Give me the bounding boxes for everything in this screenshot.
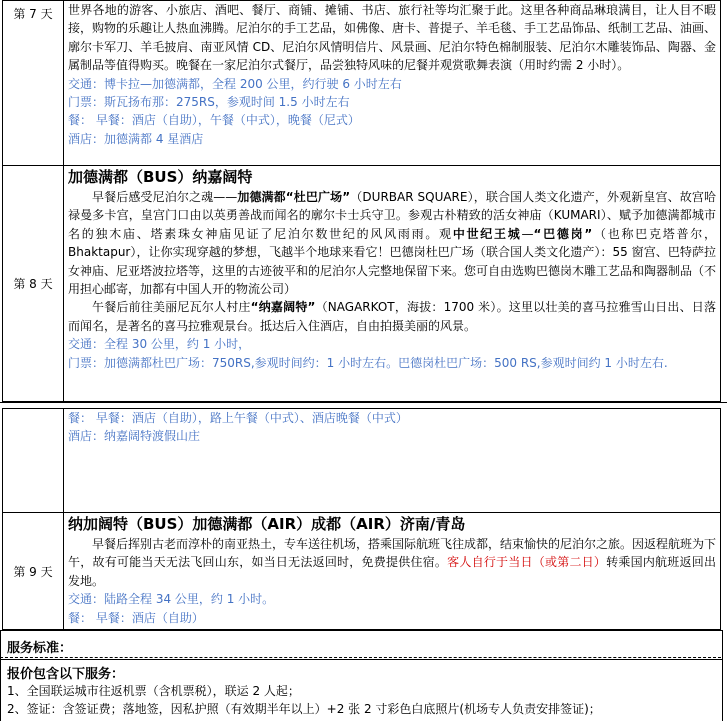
day-9-transport: 交通：陆路全程 34 公里，约 1 小时。	[68, 592, 275, 607]
service-standard-title: 服务标准：	[7, 641, 73, 656]
day-8-hotel: 酒店：纳嘉阔特渡假山庄	[68, 429, 201, 444]
day-8-meal: 餐： 早餐：酒店（自助），路上午餐（中式）、酒店晚餐（中式）	[68, 411, 408, 425]
day-7-description: 世界各地的游客、小旅店、酒吧、餐厅、商铺、摊铺、书店、旅行社等均汇聚于此。这里各种商品琳琅满目，让人目不暇接，购物的乐趣让人热血沸腾。尼泊尔的手工艺品，如佛像、唐卡、普提子、羊毛毯、手工艺品饰品、纸制工艺品、油画、廓尔卡军刀、羊毛披肩、南亚风情 CD、尼泊尔风情明信片、风景画、尼泊尔特色棉制服装、尼泊尔木雕装饰品、陶器、金属制品等值得购买。晚餐在一家尼泊尔式餐厅，品尝独特风味的尼餐并观赏歌舞表演（用时约需 2 小时）。	[68, 3, 717, 73]
day-8-transport: 交通：全程 30 公里，约 1 小时，	[68, 337, 251, 352]
day-7-transport: 交通：博卡拉—加德满都，全程 200 公里，约行驶 6 小时左右	[68, 76, 402, 91]
medieval-city-highlight: 中世纪王城	[452, 226, 522, 241]
day-8-text: （NAGARKOT，海拔：1700 米）。这里以壮美的喜马拉雅雪山日出、日落而闻名，是著名的喜马拉雅观景台。抵达后入住酒店，自由拍摄美丽的风景。	[68, 300, 716, 333]
itinerary-table-upper	[2, 0, 721, 402]
day-8-row	[3, 166, 721, 402]
day-8-continued-row	[3, 409, 721, 513]
day-7-content	[64, 1, 721, 166]
day-8-continued-content	[64, 409, 721, 513]
bhaktapur-highlight: “巴德岗”	[533, 226, 593, 241]
day-8-label: 第 8 天	[3, 166, 64, 402]
day-8-content	[64, 166, 721, 402]
page-break-line	[0, 402, 727, 403]
day-8-text: 午餐后前往美丽尼瓦尔人村庄	[92, 300, 251, 315]
day-7-ticket: 门票：斯瓦扬布那：275RS，参观时间 1.5 小时左右	[68, 95, 350, 110]
day-7-meal: 餐： 早餐：酒店（自助），午餐（中式），晚餐（尼式）	[68, 113, 360, 128]
day-9-row	[3, 513, 721, 630]
day-8-text: （也称巴克塔普尔，Bhaktapur），让你实现穿越的梦想，飞越半个地球来看它！巴德岗杜巴广场（联合国人类文化遗产）：55 窗宫、巴特萨拉女神庙、尼亚塔波拉塔等，这里的古迹彼平和的尼泊尔人完整地保留下来。您可自由选购巴德岗木雕工艺品和陶器制品（不用担心邮寄，加都有中国人开的物流公司）	[68, 226, 717, 297]
day-8-paragraph-2	[68, 298, 716, 335]
nagarkot-highlight: “纳嘉阔特”	[250, 300, 316, 315]
includes-item-2: 2、签证：含签证费；落地签，因私护照（有效期半年以上）+2 张 2 寸彩色白底照片(机场专人负责安排签证)；	[7, 702, 601, 716]
day-8-paragraph-1	[68, 188, 716, 298]
day-8-text: —	[521, 226, 534, 241]
day-9-text: 早餐后挥别古老而淳朴的南亚热土，专车送往机场，搭乘国际航班飞往成都，结束愉快的尼泊尔之旅。因返程航班为下午，故有可能当天无法飞回山东，如当日无法返回时，免费提供住宿。	[68, 537, 717, 570]
service-standard-section	[0, 630, 723, 660]
section-divider	[0, 657, 721, 658]
day-9-content	[64, 513, 721, 630]
durbar-square-highlight: 加德满都“杜巴广场”	[237, 190, 351, 204]
day-8-title: 加德满都（BUS）纳嘉阔特	[68, 168, 253, 186]
day-7-row	[3, 1, 721, 166]
day-9-paragraph	[68, 535, 716, 590]
day-9-warning-text: 客人自行于当日（或第二日）	[447, 555, 607, 570]
day-9-text: 转乘国内航班返回出发地。	[68, 555, 716, 588]
day-8-text: （DURBAR SQUARE），联合国人类文化遗产，外观新皇宫、故宫哈禄曼多卡宫，皇宫门口由以英勇善战而闻名的廓尔卡士兵守卫。参观古朴精致的活女神庙（KUMARI）、赋予加德满都城市名的独木庙、塔素珠女神庙见证了尼泊尔数世纪的风风雨雨。观	[68, 190, 716, 241]
day-9-title: 纳加阔特（BUS）加德满都（AIR）成都（AIR）济南/青岛	[68, 515, 466, 533]
day-7-hotel: 酒店：加德满都 4 星酒店	[68, 131, 204, 146]
includes-item-1: 1、全国联运城市往返机票（含机票税），联运 2 人起；	[7, 684, 300, 698]
day-7-label: 第 7 天	[3, 1, 64, 166]
day-8-continued-label	[3, 409, 64, 513]
day-9-meal: 餐： 早餐：酒店（自助）	[68, 610, 204, 625]
includes-section	[0, 659, 723, 721]
day-9-label: 第 9 天	[3, 513, 64, 630]
day-8-text: 早餐后感受尼泊尔之魂——	[92, 190, 238, 204]
includes-title: 报价包含以下服务：	[7, 667, 125, 682]
day-8-ticket: 门票：加德满都杜巴广场：750RS,参观时间约：1 小时左右。巴德岗杜巴广场：500 RS,参观时间约 1 小时左右.	[68, 355, 668, 370]
itinerary-table-lower	[2, 408, 721, 630]
